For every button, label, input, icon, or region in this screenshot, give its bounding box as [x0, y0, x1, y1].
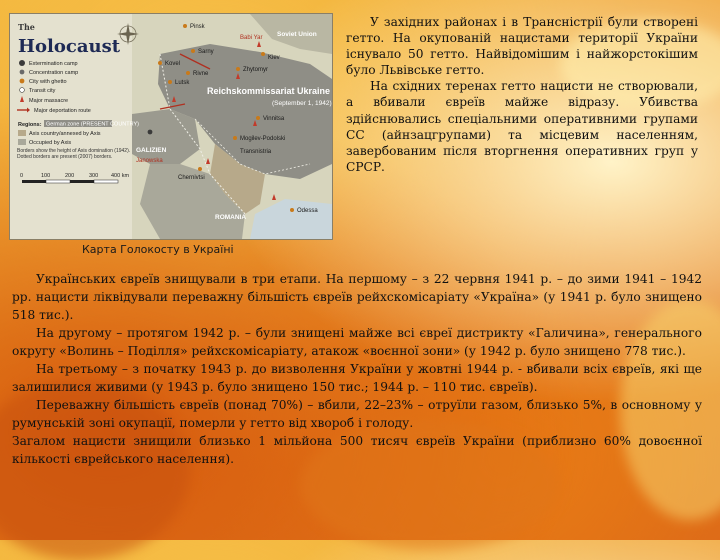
country-label-soviet-union: Soviet Union: [277, 31, 317, 38]
country-label-galizien: GALIZIEN: [136, 147, 167, 154]
scale-label: 100: [41, 173, 51, 179]
city-label: Odessa: [297, 208, 318, 214]
body-paragraph: Українських євреїв знищували в три етапи. На першому – з 22 червня 1941 р. – до зими 1941 – 1942 рр. нацисти ліквідували переважну більшість євреїв рейхскомісаріату «Україна» (у 1941 р. було знищено 518 тис.).: [12, 272, 702, 322]
legend-label: Extermination camp: [29, 61, 78, 67]
city-label: Kiev: [268, 55, 280, 61]
region-transnistria: [240, 149, 272, 155]
regions-item: Occupied by Axis: [29, 140, 72, 146]
body-text-block: [12, 270, 702, 468]
city-label: Mogilev-Podolski: [240, 136, 286, 142]
body-paragraph: Переважну більшість євреїв (понад 70%) – вбили, 22–23% – отруїли газом, близько 5%, в основному у румунській зоні окупації, померли у гетто від хвороб і голоду.: [12, 398, 702, 430]
scale-label: 0: [20, 173, 24, 179]
body-paragraph: На другому – протягом 1942 р. – були знищені майже всі євреї дистрикту «Галичина», генерального округу «Волинь – Поділля» рейхскомісаріату, атакож «воєнної зони» (у 1942 р. було знищено 778 тис.).: [12, 326, 702, 358]
region-date-label: (September 1, 1942): [272, 100, 332, 107]
city-label: Transnistria: [240, 149, 272, 155]
scale-segment: [70, 180, 94, 183]
side-text-block: [346, 14, 698, 175]
scale-segment: [46, 180, 70, 183]
ghetto-city-icon: [20, 79, 25, 84]
legend-label: City with ghetto: [29, 79, 67, 85]
legend-item: [20, 70, 79, 76]
borders-note: Borders show the height of Axis domination (1942). Dotted borders are present (2007) borders.: [17, 148, 131, 160]
map-title-small: The: [18, 22, 35, 32]
occupied-swatch: [18, 139, 26, 145]
city-label: Vinnitsa: [263, 116, 285, 122]
region-label-reichskommissariat: Reichskommissariat Ukraine: [207, 86, 331, 96]
side-paragraph: На східних теренах гетто нацисти не створювали, а вбивали євреїв майже відразу. Убивства здійснювались спеціальними оперативними групами СС (айнзацгрупами) та місцевим населенням, завербованим після вторгнення оперативних груп у СРСР.: [346, 79, 698, 174]
scale-segment: [22, 180, 46, 183]
body-paragraph: На третьому – з початку 1943 р. до визволення України у жовтні 1944 р. - вбивали всіх євреїв, які ще залишилися живими (у 1943 р. було знищено 150 тис.; 1944 р. – 110 тис. євреїв).: [12, 362, 702, 394]
city-label: Babi Yar: [240, 35, 263, 41]
legend-label: Major deportation route: [34, 108, 91, 114]
regions-item: German zone (PRESENT COUNTRY): [46, 121, 140, 128]
legend-label: Concentration camp: [29, 70, 79, 76]
scale-label: 400 km: [111, 173, 130, 179]
city-label: Rivne: [193, 71, 209, 77]
axis-country-swatch: [18, 130, 26, 136]
map-title: Holocaust: [18, 36, 121, 57]
city-mogilev-podolski: [233, 136, 285, 142]
city-label: Zhytomyr: [243, 67, 269, 73]
scale-segment: [94, 180, 118, 183]
regions-item: Axis country/annexed by Axis: [29, 131, 101, 137]
city-label: Lutsk: [175, 80, 190, 86]
map-canvas: [10, 14, 332, 239]
city-label: Janowska: [136, 158, 163, 164]
side-paragraph: У західних районах і в Трансністрії були створені гетто. На окупованій нацистами території України існувало 50 гетто. Найвідомішим і найжорстокішим було Львівське гетто.: [346, 15, 698, 78]
country-label-romania: ROMANIA: [215, 214, 247, 221]
concentration-camp-icon: [20, 70, 25, 75]
scale-label: 300: [89, 173, 99, 179]
city-label: Pinsk: [190, 24, 205, 30]
city-label: Chernivtsi: [178, 175, 205, 181]
holocaust-map: [9, 13, 333, 240]
map-caption: Карта Голокосту в Україні: [82, 243, 234, 256]
legend-label: Transit city: [29, 88, 56, 94]
scale-label: 200: [65, 173, 75, 179]
body-paragraph: Загалом нацисти знищили близько 1 мільйона 500 тисяч євреїв України (приблизно 60% довоєнної кількості єврейського населення).: [12, 434, 702, 466]
city-label: Sarny: [198, 49, 214, 55]
galizien-region: [132, 109, 200, 164]
regions-title: Regions:: [18, 122, 42, 128]
extermination-camp-icon: [19, 60, 25, 66]
transit-city-icon: [20, 88, 25, 93]
legend-label: Major massacre: [29, 98, 69, 104]
borders-note-wrap: [17, 148, 132, 172]
city-label: Kovel: [165, 61, 181, 67]
